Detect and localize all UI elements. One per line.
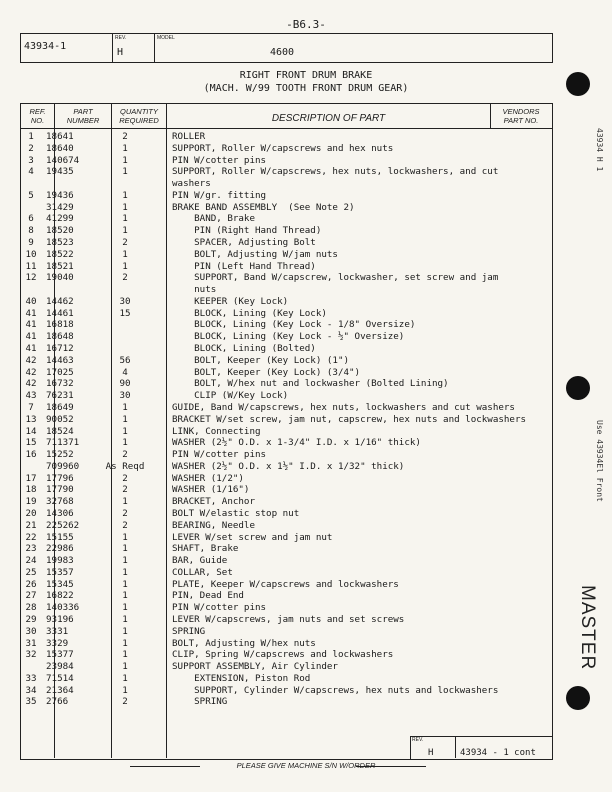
description-cell: BOLT, Adjusting W/jam nuts	[172, 248, 338, 260]
table-row	[20, 602, 551, 613]
part-number-cell: 22986	[46, 543, 74, 555]
part-number-cell: 15252	[46, 449, 74, 461]
col-desc-header: DESCRIPTION OF PART	[271, 113, 386, 124]
part-number-cell: 18523	[46, 237, 74, 249]
description-cell: ROLLER	[172, 131, 206, 142]
description-cell: BLOCK, Lining (Key Lock)	[172, 307, 327, 319]
quantity-cell: 1	[122, 248, 128, 260]
ref-cell: 32	[25, 649, 37, 661]
ref-cell: 31	[25, 637, 37, 649]
ref-cell: 3	[28, 154, 34, 166]
table-row	[20, 261, 551, 272]
quantity-cell: As Reqd	[105, 460, 145, 472]
table-row	[20, 473, 551, 484]
quantity-cell: 1	[122, 189, 128, 201]
table-row	[20, 402, 551, 413]
quantity-cell: 90	[119, 378, 131, 390]
part-number-cell: 140336	[46, 602, 80, 614]
table-row	[20, 496, 551, 507]
quantity-cell: 2	[122, 519, 128, 531]
part-number-cell: 15357	[46, 566, 74, 578]
margin-side-label: 43934 H 1	[595, 128, 604, 172]
part-number-cell: 16818	[46, 319, 74, 331]
quantity-cell: 1	[122, 625, 128, 637]
description-cell: PIN W/cotter pins	[172, 449, 267, 461]
table-row	[20, 202, 551, 213]
quantity-cell: 30	[119, 295, 131, 307]
table-row	[20, 166, 551, 177]
table-row	[20, 155, 551, 166]
description-cell: SPRING	[172, 625, 206, 637]
description-cell: BLOCK, Lining (Key Lock - 1/8" Oversize)	[172, 319, 416, 331]
ref-cell: 13	[25, 413, 37, 425]
table-row	[20, 331, 551, 342]
part-number-cell: 140674	[46, 154, 80, 166]
table-row	[20, 649, 551, 660]
ref-cell: 6	[28, 213, 34, 225]
quantity-cell: 1	[122, 260, 128, 272]
quantity-cell: 1	[122, 531, 128, 543]
part-number-cell: 15155	[46, 531, 74, 543]
ref-cell: 4	[28, 166, 34, 178]
punch-hole-icon	[566, 686, 590, 710]
table-row	[20, 178, 551, 189]
part-number-cell: 14463	[46, 354, 74, 366]
master-stamp: MASTER	[577, 585, 598, 671]
table-row	[20, 673, 551, 684]
ref-cell: 41	[25, 319, 37, 331]
quantity-cell: 2	[122, 272, 128, 284]
ref-cell: 28	[25, 602, 37, 614]
ref-cell: 8	[28, 225, 34, 237]
description-cell: BAND, Brake	[172, 213, 255, 225]
description-cell: WASHER (1/16")	[172, 484, 250, 496]
part-number-cell: 709960	[46, 460, 80, 472]
quantity-cell: 1	[122, 637, 128, 649]
part-number-cell: 15345	[46, 578, 74, 590]
table-row	[20, 437, 551, 448]
ref-cell: 17	[25, 472, 37, 484]
table-row	[20, 249, 551, 260]
description-cell: PLATE, Keeper W/capscrews and lockwashers	[172, 578, 399, 590]
description-cell: BRACKET W/set screw, jam nut, capscrew, hex nuts and lockwashers	[172, 413, 527, 425]
description-cell: WASHER (2½" O.D. x 1-3/4" I.D. x 1/16" thick)	[172, 437, 421, 449]
quantity-cell: 2	[122, 507, 128, 519]
table-row	[20, 319, 551, 330]
col-vendor-header: VENDORS PART NO.	[502, 107, 540, 125]
description-cell: BRACKET, Anchor	[172, 496, 255, 508]
table-row	[20, 543, 551, 554]
ref-cell: 10	[25, 248, 37, 260]
part-number-cell: 31429	[46, 201, 74, 213]
part-number-cell: 18649	[46, 401, 74, 413]
footer-rev-label: REV.	[412, 737, 424, 743]
table-row	[20, 484, 551, 495]
part-number-cell: 19435	[46, 166, 74, 178]
ref-cell: 25	[25, 566, 37, 578]
quantity-cell: 1	[122, 425, 128, 437]
table-row	[20, 284, 551, 295]
continuation-number: 43934 - 1 cont	[460, 748, 536, 758]
part-number-cell: 14306	[46, 507, 74, 519]
table-row	[20, 367, 551, 378]
table-row	[20, 696, 551, 707]
part-number-cell: 17025	[46, 366, 74, 378]
table-row	[20, 555, 551, 566]
col-ref-header: REF. NO.	[29, 107, 46, 125]
table-row	[20, 143, 551, 154]
punch-hole-icon	[566, 72, 590, 96]
page-number: -B6.3-	[286, 18, 326, 31]
description-cell: GUIDE, Band W/capscrews, hex nuts, lockwashers and cut washers	[172, 401, 515, 413]
ref-cell: 40	[25, 295, 37, 307]
ref-cell: 12	[25, 272, 37, 284]
description-cell: BAR, Guide	[172, 555, 228, 567]
part-number-cell: 19040	[46, 272, 74, 284]
quantity-cell: 1	[122, 672, 128, 684]
description-cell: PIN, Dead End	[172, 590, 244, 602]
part-number-cell: 18641	[46, 131, 74, 142]
table-row	[20, 343, 551, 354]
description-cell: SUPPORT, Cylinder W/capscrews, hex nuts and lockwashers	[172, 684, 499, 696]
table-row	[20, 131, 551, 142]
quantity-cell: 2	[122, 237, 128, 249]
table-row	[20, 296, 551, 307]
quantity-cell: 1	[122, 602, 128, 614]
ref-cell: 30	[25, 625, 37, 637]
part-number-cell: 32768	[46, 496, 74, 508]
model-label: MODEL	[157, 35, 175, 41]
ref-cell: 42	[25, 354, 37, 366]
quantity-cell: 1	[122, 661, 128, 673]
ref-cell: 2	[28, 142, 34, 154]
description-cell: KEEPER (Key Lock)	[172, 295, 289, 307]
table-row	[20, 426, 551, 437]
table-row	[20, 308, 551, 319]
table-row	[20, 685, 551, 696]
margin-use-label: Use 43934El Front	[595, 420, 604, 502]
part-number-cell: 23984	[46, 661, 74, 673]
quantity-cell: 1	[122, 496, 128, 508]
description-cell: BRAKE BAND ASSEMBLY (See Note 2)	[172, 201, 355, 213]
part-number-cell: 3329	[46, 637, 69, 649]
quantity-cell: 2	[122, 449, 128, 461]
description-cell: BOLT, Keeper (Key Lock) (3/4")	[172, 366, 361, 378]
part-number-cell: 18520	[46, 225, 74, 237]
description-cell: LEVER W/set screw and jam nut	[172, 531, 333, 543]
part-number-cell: 711371	[46, 437, 80, 449]
description-cell: PIN W/cotter pins	[172, 602, 267, 614]
ref-cell: 43	[25, 390, 37, 402]
table-row	[20, 190, 551, 201]
quantity-cell: 1	[122, 566, 128, 578]
table-row	[20, 626, 551, 637]
table-row	[20, 661, 551, 672]
part-number-cell: 93196	[46, 613, 74, 625]
ref-cell: 11	[25, 260, 37, 272]
part-number-cell: 18521	[46, 260, 74, 272]
description-cell: nuts	[172, 284, 217, 296]
rev-value: H	[117, 47, 124, 58]
description-cell: SUPPORT, Band W/capscrew, lockwasher, set screw and jam	[172, 272, 499, 284]
ref-cell: 29	[25, 613, 37, 625]
description-cell: PIN W/cotter pins	[172, 154, 267, 166]
part-number-cell: 17796	[46, 472, 74, 484]
ref-cell: 1	[28, 131, 34, 142]
quantity-cell: 1	[122, 684, 128, 696]
description-cell: BOLT W/elastic stop nut	[172, 507, 300, 519]
part-number-cell: 16732	[46, 378, 74, 390]
part-number-cell: 41299	[46, 213, 74, 225]
quantity-cell: 1	[122, 154, 128, 166]
description-cell: SHAFT, Brake	[172, 543, 239, 555]
quantity-cell: 2	[122, 484, 128, 496]
quantity-cell: 30	[119, 390, 131, 402]
quantity-cell: 1	[122, 142, 128, 154]
ref-cell: 33	[25, 672, 37, 684]
ref-cell: 26	[25, 578, 37, 590]
table-row	[20, 508, 551, 519]
table-row	[20, 567, 551, 578]
description-cell: COLLAR, Set	[172, 566, 233, 578]
ref-cell: 7	[28, 401, 34, 413]
ref-cell: 23	[25, 543, 37, 555]
ref-cell: 42	[25, 378, 37, 390]
description-cell: SUPPORT ASSEMBLY, Air Cylinder	[172, 661, 338, 673]
quantity-cell: 1	[122, 578, 128, 590]
part-number-cell: 225262	[46, 519, 80, 531]
table-row	[20, 390, 551, 401]
ref-cell: 42	[25, 366, 37, 378]
ref-cell: 14	[25, 425, 37, 437]
punch-hole-icon	[566, 376, 590, 400]
part-number-cell: 21364	[46, 684, 74, 696]
description-cell: LINK, Connecting	[172, 425, 261, 437]
part-number-cell: 14461	[46, 307, 74, 319]
part-number-cell: 18640	[46, 142, 74, 154]
part-number-cell: 16822	[46, 590, 74, 602]
ref-cell: 21	[25, 519, 37, 531]
table-row	[20, 237, 551, 248]
quantity-cell: 1	[122, 437, 128, 449]
quantity-cell: 1	[122, 166, 128, 178]
page-subtitle: (MACH. W/99 TOOTH FRONT DRUM GEAR)	[203, 83, 409, 94]
col-part-header: PART NUMBER	[66, 107, 100, 125]
footer-rev-value: H	[428, 748, 434, 758]
table-row	[20, 213, 551, 224]
description-cell: PIN (Right Hand Thread)	[172, 225, 322, 237]
table-row	[20, 355, 551, 366]
col-qty-header: QUANTITY REQUIRED	[119, 107, 159, 125]
ref-cell: 18	[25, 484, 37, 496]
ref-cell: 16	[25, 449, 37, 461]
footer-note: PLEASE GIVE MACHINE S/N W/ORDER	[236, 761, 376, 770]
table-row	[20, 532, 551, 543]
ref-cell: 27	[25, 590, 37, 602]
description-cell: BLOCK, Lining (Key Lock - ½" Oversize)	[172, 331, 405, 343]
description-cell: SUPPORT, Roller W/capscrews and hex nuts	[172, 142, 394, 154]
model-value: 4600	[270, 47, 295, 58]
description-cell: CLIP (W/Key Lock)	[172, 390, 289, 402]
table-row	[20, 579, 551, 590]
quantity-cell: 15	[119, 307, 131, 319]
ref-cell: 41	[25, 331, 37, 343]
description-cell: WASHER (1/2")	[172, 472, 244, 484]
description-cell: BLOCK, Lining (Bolted)	[172, 343, 316, 355]
part-number-cell: 18522	[46, 248, 74, 260]
table-row	[20, 590, 551, 601]
part-number-cell: 18524	[46, 425, 74, 437]
quantity-cell: 1	[122, 613, 128, 625]
description-cell: SPACER, Adjusting Bolt	[172, 237, 316, 249]
ref-cell: 34	[25, 684, 37, 696]
table-row	[20, 520, 551, 531]
part-number-cell: 71514	[46, 672, 74, 684]
part-number-cell: 18648	[46, 331, 74, 343]
table-row	[20, 638, 551, 649]
part-number-cell: 16712	[46, 343, 74, 355]
description-cell: BOLT, Adjusting W/hex nuts	[172, 637, 316, 649]
quantity-cell: 4	[122, 366, 128, 378]
ref-cell: 24	[25, 555, 37, 567]
description-cell: BEARING, Needle	[172, 519, 255, 531]
quantity-cell: 1	[122, 213, 128, 225]
part-number-cell: 19983	[46, 555, 74, 567]
description-cell: PIN (Left Hand Thread)	[172, 260, 316, 272]
table-row	[20, 225, 551, 236]
part-number-cell: 19436	[46, 189, 74, 201]
ref-cell: 19	[25, 496, 37, 508]
table-row	[20, 449, 551, 460]
description-cell: PIN W/gr. fitting	[172, 189, 267, 201]
quantity-cell: 1	[122, 590, 128, 602]
quantity-cell: 2	[122, 472, 128, 484]
quantity-cell: 1	[122, 201, 128, 213]
quantity-cell: 1	[122, 413, 128, 425]
doc-number: 43934-1	[24, 41, 67, 52]
ref-cell: 20	[25, 507, 37, 519]
quantity-cell: 1	[122, 543, 128, 555]
description-cell: LEVER W/capscrews, jam nuts and set screws	[172, 613, 405, 625]
rev-label: REV.	[115, 35, 127, 41]
description-cell: SUPPORT, Roller W/capscrews, hex nuts, lockwashers, and cut	[172, 166, 499, 178]
description-cell: EXTENSION, Piston Rod	[172, 672, 311, 684]
quantity-cell: 1	[122, 649, 128, 661]
description-cell: BOLT, Keeper (Key Lock) (1")	[172, 354, 350, 366]
page-title: RIGHT FRONT DRUM BRAKE	[239, 70, 373, 81]
ref-cell: 15	[25, 437, 37, 449]
quantity-cell: 2	[122, 696, 128, 708]
description-cell: washers	[172, 178, 211, 190]
ref-cell: 5	[28, 189, 34, 201]
quantity-cell: 2	[122, 131, 128, 142]
description-cell: CLIP, Spring W/capscrews and lockwashers	[172, 649, 394, 661]
table-row	[20, 414, 551, 425]
part-number-cell: 14462	[46, 295, 74, 307]
part-number-cell: 76231	[46, 390, 74, 402]
quantity-cell: 1	[122, 555, 128, 567]
quantity-cell: 1	[122, 225, 128, 237]
ref-cell: 41	[25, 307, 37, 319]
description-cell: WASHER (2½" O.D. x 1½" I.D. x 1/32" thick)	[172, 460, 405, 472]
part-number-cell: 17790	[46, 484, 74, 496]
table-row	[20, 461, 551, 472]
ref-cell: 9	[28, 237, 34, 249]
ref-cell: 22	[25, 531, 37, 543]
quantity-cell: 56	[119, 354, 131, 366]
part-number-cell: 15377	[46, 649, 74, 661]
table-row	[20, 614, 551, 625]
part-number-cell: 3331	[46, 625, 69, 637]
table-row	[20, 272, 551, 283]
description-cell: BOLT, W/hex nut and lockwasher (Bolted Lining)	[172, 378, 449, 390]
part-number-cell: 90052	[46, 413, 74, 425]
quantity-cell: 1	[122, 401, 128, 413]
ref-cell: 35	[25, 696, 37, 708]
ref-cell: 41	[25, 343, 37, 355]
description-cell: SPRING	[172, 696, 228, 708]
part-number-cell: 2766	[46, 696, 69, 708]
table-row	[20, 378, 551, 389]
